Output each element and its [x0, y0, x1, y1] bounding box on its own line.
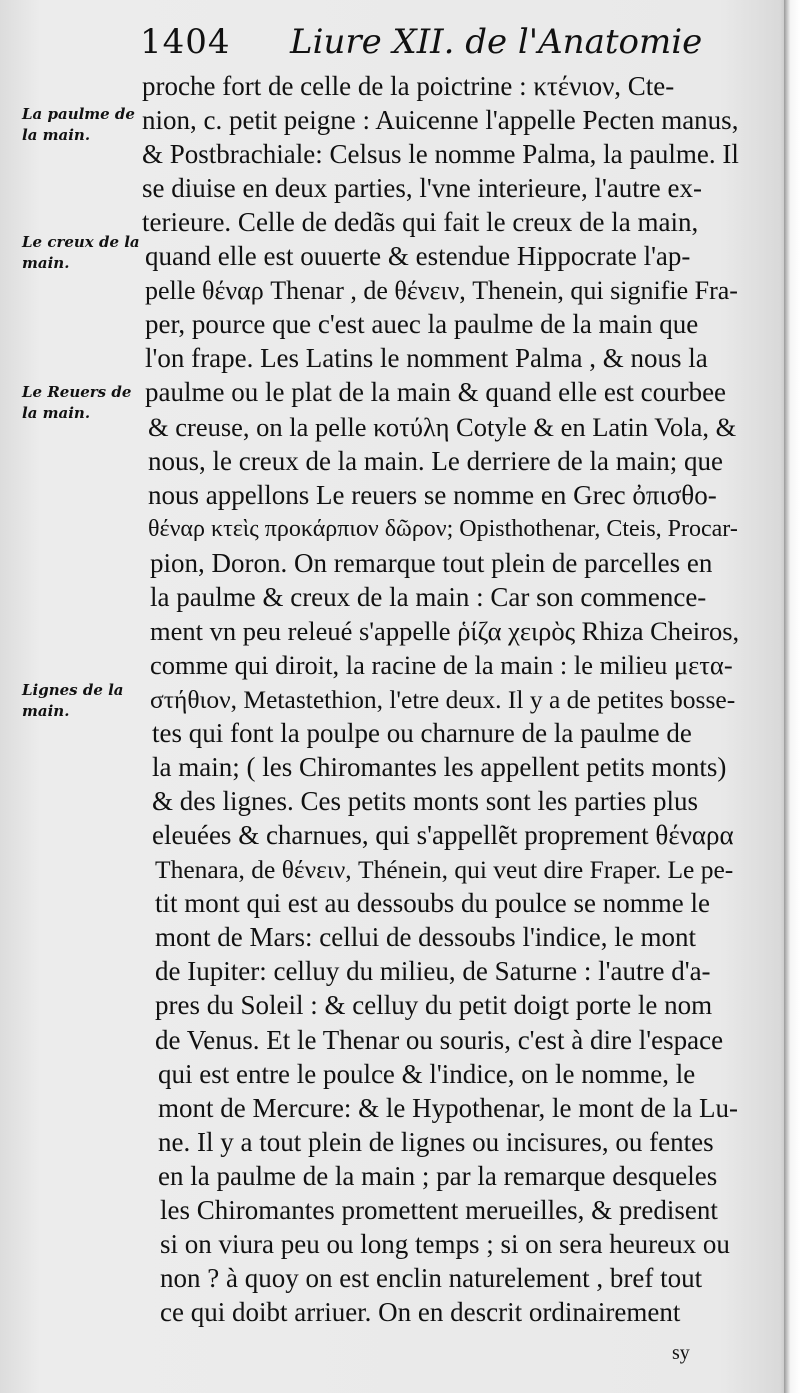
- body-line: & Postbrachiale: Celsus le nomme Palma, la paulme. Il: [142, 139, 739, 170]
- body-line: les Chiromantes promettent merueilles, & predisent: [160, 1194, 718, 1225]
- body-line: l'on frape. Les Latins le nomment Palma , & nous la: [145, 343, 708, 374]
- body-line: per, pource que c'est auec la paulme de la main que: [145, 309, 699, 340]
- body-line: pres du Soleil : & celluy du petit doigt porte le nom: [155, 990, 713, 1021]
- body-line: si on viura peu ou long temps ; si on sera heureux ou: [160, 1228, 730, 1259]
- body-line: tes qui font la poulpe ou charnure de la paulme de: [152, 718, 692, 749]
- body-line: proche fort de celle de la poictrine : κτένιον, Cte-: [142, 71, 675, 101]
- body-line: στήθιον, Metastethion, l'etre deux. Il y a de petites bosse-: [150, 684, 736, 714]
- body-line: paulme ou le plat de la main & quand elle est courbee: [145, 377, 727, 408]
- margin-note-reuers: Le Reuers de la main.: [22, 383, 132, 422]
- body-line: & des lignes. Ces petits monts sont les parties plus: [152, 786, 698, 817]
- body-line: la main; ( les Chiromantes les appellent petits monts): [152, 752, 727, 783]
- body-line: nous appellons Le reuers se nomme en Grec ὀπισθο-: [148, 479, 717, 510]
- body-line: non ? à quoy on est enclin naturelement , bref tout: [160, 1262, 703, 1293]
- body-line: & creuse, on la pelle κοτύλη Cotyle & en Latin Vola, &: [148, 411, 737, 442]
- running-title: Liure XII. de l'Anatomie: [290, 22, 703, 62]
- body-line: pion, Doron. On remarque tout plein de parcelles en: [150, 547, 713, 578]
- body-line: ce qui doibt arriuer. On en descrit ordinairement: [160, 1296, 681, 1327]
- body-line: en la paulme de la main ; par la remarque desqueles: [158, 1160, 718, 1191]
- body-line: θέναρ κτεὶς προκάρπιον δῶρον; Opisthothenar, Cteis, Procar-: [148, 515, 738, 542]
- body-line: se diuise en deux parties, l'vne interieure, l'autre ex-: [142, 173, 703, 204]
- body-line: mont de Mercure: & le Hypothenar, le mont de la Lu-: [158, 1092, 738, 1123]
- body-line: mont de Mars: cellui de dessoubs l'indice, le mont: [155, 922, 697, 953]
- body-line: eleuées & charnues, qui s'appellẽt proprement θέναρα: [152, 820, 734, 851]
- body-line: nion, c. petit peigne : Auicenne l'appelle Pecten manus,: [142, 105, 739, 136]
- body-line: la paulme & creux de la main : Car son commence-: [150, 581, 707, 612]
- body-line: nous, le creux de la main. Le derriere de la main; que: [148, 445, 724, 476]
- margin-note-paulme: La paulme de la main.: [22, 105, 135, 144]
- page-number: 1404: [140, 22, 231, 62]
- catchword: sy: [672, 1342, 690, 1364]
- page-edge: [784, 0, 800, 1393]
- body-line: comme qui diroit, la racine de la main : le milieu μετα-: [150, 649, 733, 680]
- body-line: ment vn peu releué s'appelle ῥίζα χειρὸς Rhiza Cheiros,: [150, 615, 740, 646]
- body-line: terieure. Celle de dedãs qui fait le creux de la main,: [142, 207, 699, 238]
- body-line: de Iupiter: celluy du milieu, de Saturne : l'autre d'a-: [155, 956, 711, 987]
- body-line: qui est entre le poulce & l'indice, on le nomme, le: [158, 1058, 696, 1089]
- body-line: quand elle est ouuerte & estendue Hippocrate l'ap-: [145, 241, 691, 272]
- margin-note-creux: Le creux de la main.: [22, 233, 140, 272]
- margin-note-lignes: Lignes de la main.: [22, 681, 124, 720]
- body-line: de Venus. Et le Thenar ou souris, c'est à dire l'espace: [155, 1024, 724, 1055]
- body-line: pelle θέναρ Thenar , de θένειν, Thenein, qui signifie Fra-: [145, 276, 738, 306]
- body-line: tit mont qui est au dessoubs du poulce se nomme le: [155, 888, 710, 919]
- body-line: ne. Il y a tout plein de lignes ou incisures, ou fentes: [158, 1126, 714, 1157]
- body-line: Thenara, de θένειν, Thénein, qui veut dire Fraper. Le pe-: [155, 855, 734, 885]
